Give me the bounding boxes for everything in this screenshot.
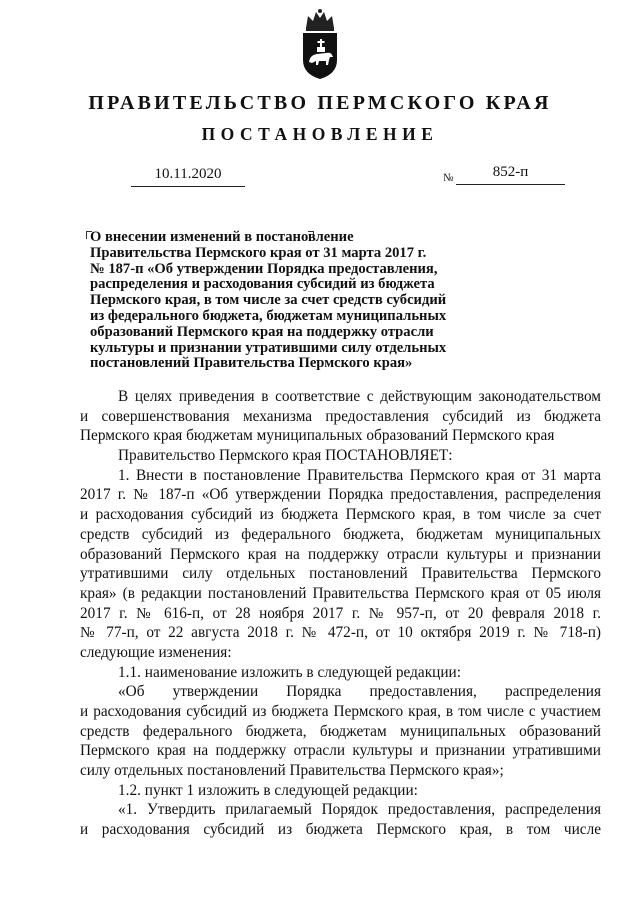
body-line: 2017 г. № 187-п «Об утверждении Порядка предоставления, распределения <box>80 486 601 504</box>
date-underline <box>131 186 245 187</box>
body-line: В целях приведения в соответствие с действующим законодательством <box>118 388 601 405</box>
body-line: Пермского края на поддержку отрасли культуры и признании утратившими <box>80 742 601 760</box>
body-line: средств субсидий из федерального бюджета, бюджетам муниципальных <box>80 525 601 543</box>
heading-line: образований Пермского края на поддержку отрасли <box>90 323 434 340</box>
heading-line: О внесении изменений в постановление <box>90 229 354 245</box>
body-line: следующие изменения: <box>80 643 232 661</box>
body-line: и расходования субсидий из бюджета Пермского края, в том числе с участием <box>80 703 601 720</box>
number-underline <box>456 184 565 185</box>
document-heading <box>90 230 475 372</box>
body-line: утратившими силу отдельных постановлений Правительства Пермского <box>80 565 601 583</box>
body-line: Правительство Пермского края ПОСТАНОВЛЯЕТ: <box>118 447 453 465</box>
heading-line: Пермского края, в том числе за счет средств субсидий <box>90 292 447 309</box>
document-number: 852-п <box>492 164 529 180</box>
body-line: 2017 г. № 616-п, от 28 ноября 2017 г. № 957-п, от 20 февраля 2018 г. <box>80 604 601 622</box>
number-sign: № <box>443 172 454 184</box>
document-type: ПОСТАНОВЛЕНИЕ <box>201 124 439 144</box>
body-line: «Об утверждении Порядка предоставления, распределения <box>118 683 601 701</box>
body-line: образований Пермского края на поддержку отрасли культуры и признании <box>80 545 601 563</box>
body-line: и совершенствования механизма предоставления субсидий из бюджета <box>80 407 601 425</box>
body-line: силу отдельных постановлений Правительства Пермского края»; <box>80 762 504 780</box>
body-line: и расходования субсидий из бюджета Пермского края, в том числе <box>80 821 601 839</box>
document-body <box>80 387 601 840</box>
perm-krai-coat-of-arms-icon <box>298 8 342 80</box>
heading-line: № 187-п «Об утверждении Порядка предоставления, <box>90 260 438 277</box>
body-line: средств федерального бюджета, бюджетам муниципальных образований <box>80 722 601 740</box>
body-line: 1.1. наименование изложить в следующей редакции: <box>118 663 461 681</box>
document-date: 10.11.2020 <box>154 166 222 182</box>
body-line: Пермского края бюджетам муниципальных образований Пермского края <box>80 427 555 445</box>
body-line: «1. Утвердить прилагаемый Порядок предоставления, распределения <box>118 801 601 819</box>
heading-line: постановлений Правительства Пермского края» <box>90 355 413 372</box>
body-line: 1.2. пункт 1 изложить в следующей редакции: <box>118 781 418 799</box>
body-line: 1. Внести в постановление Правительства Пермского края от 31 марта <box>118 466 601 484</box>
body-line: и расходования субсидий из бюджета Пермского края, в том числе за счет <box>80 506 601 524</box>
heading-line: распределения и расходования субсидий из бюджета <box>90 276 435 293</box>
heading-line: Правительства Пермского края от 31 марта 2017 г. <box>90 244 427 261</box>
body-line: № 77-п, от 22 августа 2018 г. № 472-п, от 10 октября 2019 г. № 718-п) <box>80 624 601 642</box>
heading-line: культуры и признании утратившими силу отдельных <box>90 339 447 356</box>
government-title: ПРАВИТЕЛЬСТВО ПЕРМСКОГО КРАЯ <box>88 92 552 114</box>
body-line: края» (в редакции постановлений Правительства Пермского края от 05 июля <box>80 584 601 602</box>
heading-line: из федерального бюджета, бюджетам муниципальных <box>90 307 447 324</box>
